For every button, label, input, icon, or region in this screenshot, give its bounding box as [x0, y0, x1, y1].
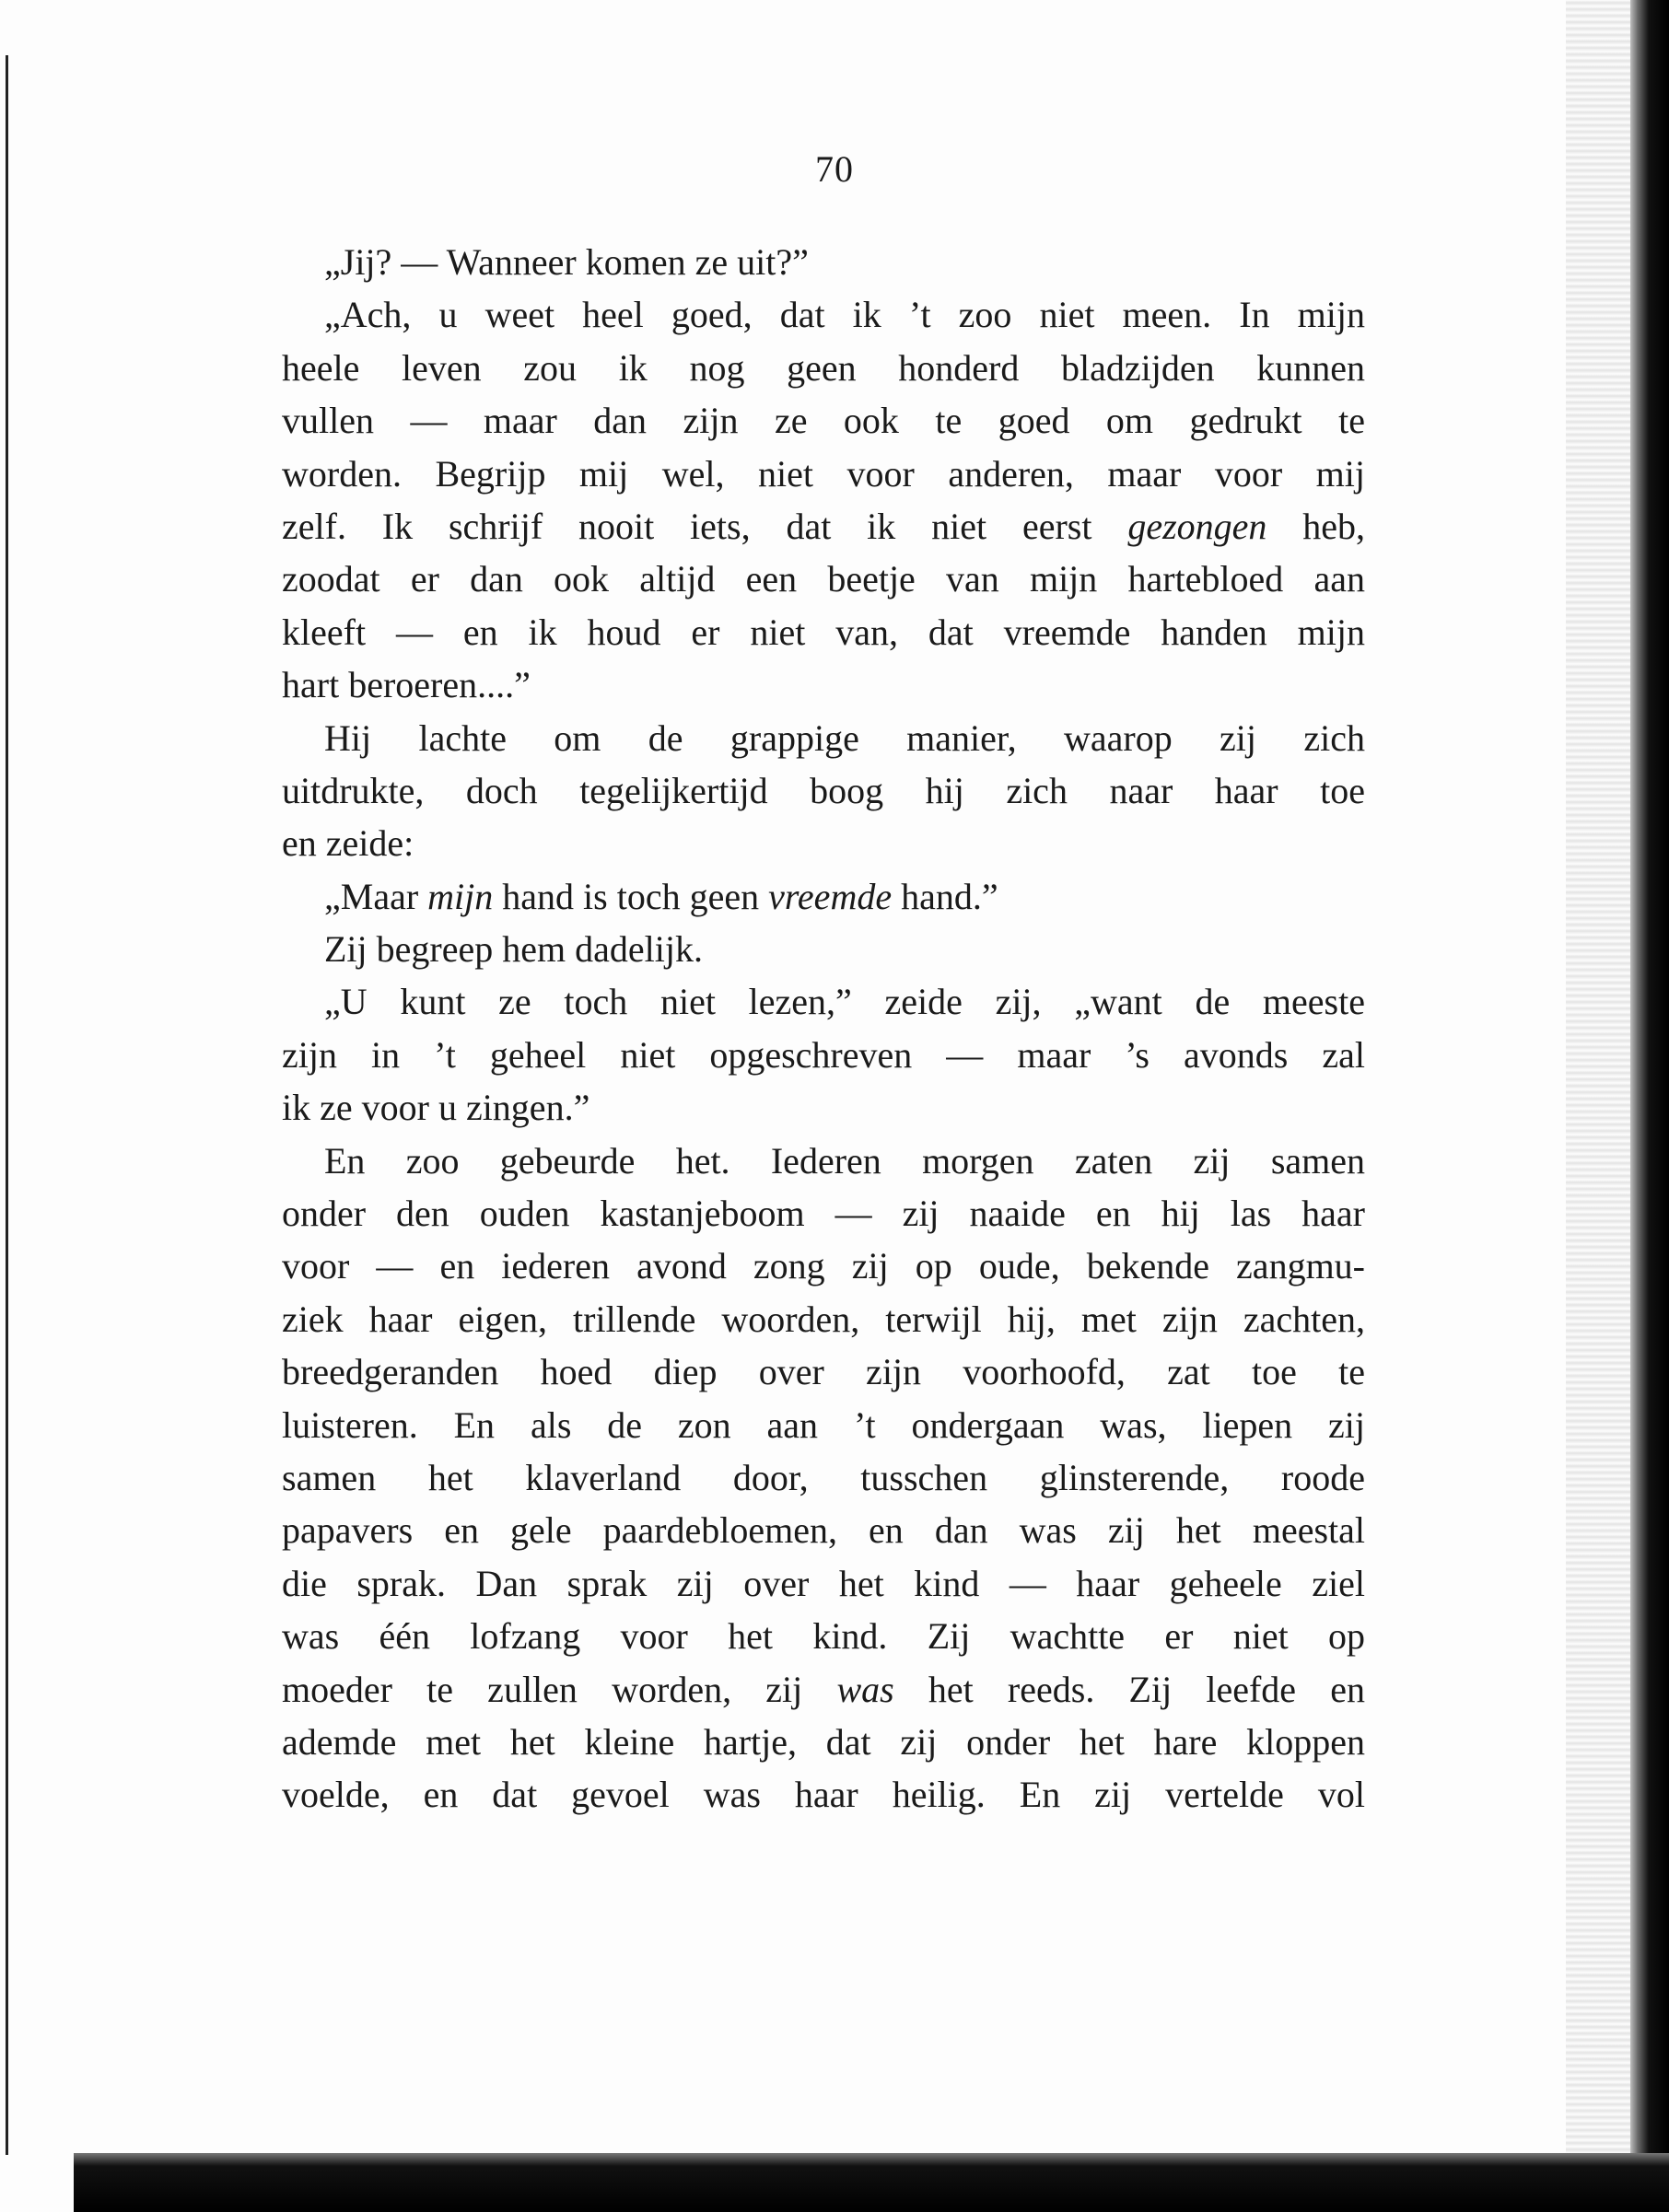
text-line [282, 1345, 1365, 1398]
text-segment: breedgeranden hoed diep over zijn voorhoofd, zat toe te [282, 1351, 1365, 1393]
text-segment: onder den ouden kastanjeboom — zij naaide en hij las haar [282, 1193, 1365, 1235]
text-line [282, 342, 1365, 394]
text-line [282, 1240, 1365, 1292]
bottom-scan-border [74, 2153, 1669, 2212]
text-line [282, 870, 1365, 923]
text-line [282, 1768, 1365, 1821]
text-line [282, 1081, 1365, 1134]
text-line [282, 975, 1365, 1028]
text-segment: en zeide: [282, 822, 414, 865]
text-segment: „Jij? — Wanneer komen ze uit?” [324, 241, 809, 283]
text-segment: hart beroeren....” [282, 664, 531, 706]
text-line [282, 394, 1365, 447]
text-segment: voor — en iederen avond zong zij op oude, bekende zangmu- [282, 1245, 1365, 1287]
text-segment: papavers en gele paardebloemen, en dan was zij het meestal [282, 1509, 1365, 1552]
text-segment: vullen — maar dan zijn ze ook te goed om gedrukt te [282, 400, 1365, 442]
text-line [282, 606, 1365, 658]
text-line [282, 1135, 1365, 1187]
body-text [282, 236, 1365, 1822]
text-line [282, 448, 1365, 500]
text-line [282, 923, 1365, 975]
text-line [282, 1399, 1365, 1451]
text-segment: ik ze voor u zingen.” [282, 1087, 590, 1129]
text-line [282, 764, 1365, 817]
text-segment: kleeft — en ik houd er niet van, dat vreemde handen mijn [282, 611, 1365, 653]
text-segment: En zoo gebeurde het. Iederen morgen zaten zij samen [324, 1139, 1365, 1182]
text-segment: Zij begreep hem dadelijk. [324, 928, 703, 971]
text-segment: voelde, en dat gevoel was haar heilig. En zij vertelde vol [282, 1774, 1365, 1816]
right-scan-border [1630, 0, 1669, 2212]
text-line [282, 1557, 1365, 1610]
text-line [282, 712, 1365, 764]
page-number: 70 [815, 148, 854, 190]
text-segment: samen het klaverland door, tusschen glinsterende, roode [282, 1456, 1365, 1498]
text-line [282, 1293, 1365, 1345]
text-line [282, 1187, 1365, 1240]
text-segment: ziek haar eigen, trillende woorden, terwijl hij, met zijn zachten, [282, 1298, 1365, 1340]
text-line [282, 817, 1365, 869]
text-segment: „Ach, u weet heel goed, dat ik ’t zoo niet meen. In mijn [324, 294, 1365, 336]
text-line [282, 1663, 1365, 1716]
text-line [282, 553, 1365, 605]
left-page-edge [6, 55, 8, 2155]
text-line [282, 1610, 1365, 1662]
emphasized-text: gezongen [1127, 505, 1267, 547]
text-segment: zelf. Ik schrijf nooit iets, dat ik niet eerst [282, 505, 1128, 547]
text-segment: hand is toch geen [493, 875, 769, 917]
text-line [282, 1451, 1365, 1504]
text-line [282, 1716, 1365, 1768]
right-shadow [1566, 0, 1630, 2212]
text-line [282, 658, 1365, 711]
text-segment: die sprak. Dan sprak zij over het kind — haar geheele ziel [282, 1562, 1365, 1604]
text-segment: Hij lachte om de grappige manier, waarop zij zich [324, 716, 1365, 759]
text-segment: „U kunt ze toch niet lezen,” zeide zij, „want de meeste [324, 981, 1365, 1023]
text-line [282, 236, 1365, 288]
text-segment: heele leven zou ik nog geen honderd bladzijden kunnen [282, 346, 1365, 389]
text-segment: hand.” [892, 875, 998, 917]
text-line [282, 288, 1365, 341]
emphasized-text: mijn [427, 875, 494, 917]
text-line [282, 500, 1365, 553]
emphasized-text: was [836, 1668, 894, 1710]
text-segment: „Maar [324, 875, 428, 917]
text-segment: luisteren. En als de zon aan ’t ondergaan was, liepen zij [282, 1403, 1365, 1446]
text-line [282, 1029, 1365, 1081]
emphasized-text: vreemde [768, 875, 893, 917]
text-segment: moeder te zullen worden, zij [282, 1668, 837, 1710]
text-segment: het reeds. Zij leefde en [893, 1668, 1366, 1710]
text-segment: worden. Begrijp mij wel, niet voor anderen, maar voor mij [282, 452, 1365, 495]
text-segment: ademde met het kleine hartje, dat zij onder het hare kloppen [282, 1720, 1365, 1763]
text-segment: uitdrukte, doch tegelijkertijd boog hij zich naar haar toe [282, 769, 1365, 811]
text-segment: zijn in ’t geheel niet opgeschreven — maar ’s avonds zal [282, 1033, 1365, 1076]
text-line [282, 1504, 1365, 1556]
text-segment: was één lofzang voor het kind. Zij wachtte er niet op [282, 1615, 1365, 1658]
text-segment: zoodat er dan ook altijd een beetje van mijn hartebloed aan [282, 558, 1365, 600]
text-segment: heb, [1266, 505, 1365, 547]
